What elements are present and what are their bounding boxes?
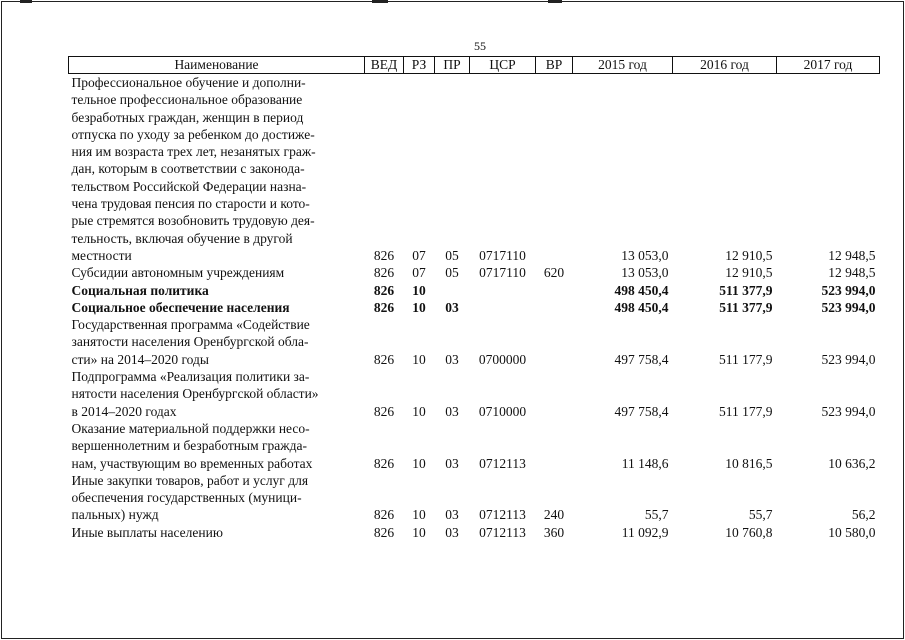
scan-mark: [548, 0, 562, 3]
header-2017: 2017 год: [777, 57, 880, 74]
table-row: [69, 264, 880, 281]
header-name: Наименование: [69, 57, 365, 74]
table-row: [69, 472, 880, 524]
cell-vr: 360: [543, 524, 565, 540]
cell-rz: 10: [412, 403, 426, 419]
cell-pr: [435, 282, 470, 299]
cell-y2017: 523 994,0: [821, 282, 876, 298]
cell-name: Социальная политика: [71, 282, 209, 298]
cell-name: Социальное обеспечение населения: [71, 299, 290, 315]
cell-csr: 0712113: [479, 507, 526, 523]
cell-vr: [536, 420, 573, 472]
cell-rz: 10: [412, 299, 426, 315]
cell-y2017: 10 636,2: [828, 455, 876, 471]
cell-csr: 0712113: [479, 524, 526, 540]
header-rz: РЗ: [404, 57, 435, 74]
cell-pr: 05: [445, 247, 459, 263]
table-header-row: [69, 57, 880, 74]
cell-y2015: 13 053,0: [621, 247, 669, 263]
cell-y2016: 10 816,5: [725, 455, 773, 471]
table-row: [69, 420, 880, 472]
cell-y2016: 55,7: [748, 507, 773, 523]
cell-name: Подпрограмма «Реализация политики за- нятости населения Оренбургской области» в 2014–2020 годах: [71, 369, 319, 419]
cell-y2015: 498 450,4: [614, 282, 669, 298]
cell-pr: 03: [445, 299, 459, 315]
cell-vr: 620: [543, 265, 565, 281]
cell-csr: [470, 282, 536, 299]
page-number: 55: [474, 39, 486, 53]
cell-ved: 826: [373, 455, 395, 471]
cell-ved: 826: [373, 265, 395, 281]
cell-y2017: 523 994,0: [821, 403, 876, 419]
cell-y2016: 10 760,8: [725, 524, 773, 540]
cell-rz: 07: [412, 247, 426, 263]
table-row: [69, 74, 880, 265]
cell-ved: 826: [373, 282, 395, 298]
table-row: [69, 282, 880, 299]
cell-name: Субсидии автономным учреждениям: [71, 265, 285, 281]
table-body: [69, 74, 880, 542]
cell-vr: 240: [543, 507, 565, 523]
cell-y2016: 12 910,5: [725, 247, 773, 263]
cell-vr: [536, 74, 573, 265]
cell-ved: 826: [373, 299, 395, 315]
cell-y2016: 511 177,9: [719, 351, 773, 367]
cell-y2015: 11 092,9: [621, 524, 669, 540]
cell-rz: 07: [412, 265, 426, 281]
table-row: [69, 316, 880, 368]
cell-csr: 0710000: [478, 403, 527, 419]
cell-rz: 10: [412, 351, 426, 367]
cell-vr: [536, 282, 573, 299]
cell-csr: 0717110: [479, 247, 526, 263]
cell-vr: [536, 316, 573, 368]
cell-ved: 826: [373, 403, 395, 419]
cell-rz: 10: [412, 524, 426, 540]
header-ved: ВЕД: [365, 57, 404, 74]
table-row: [69, 299, 880, 316]
cell-name: Государственная программа «Содействие занятости населения Оренбургской обла- сти» на 2014–2020 годы: [71, 317, 310, 367]
cell-pr: 03: [445, 524, 459, 540]
cell-y2017: 12 948,5: [828, 247, 876, 263]
cell-name: Иные выплаты населению: [71, 524, 223, 540]
cell-y2016: 12 910,5: [725, 265, 773, 281]
table-row: [69, 368, 880, 420]
cell-y2016: 511 377,9: [719, 282, 773, 298]
cell-y2015: 497 758,4: [614, 403, 669, 419]
cell-pr: 03: [445, 455, 459, 471]
cell-vr: [536, 368, 573, 420]
cell-vr: [536, 299, 573, 316]
cell-ved: 826: [373, 507, 395, 523]
cell-y2017: 12 948,5: [828, 265, 876, 281]
cell-y2015: 13 053,0: [621, 265, 669, 281]
cell-rz: 10: [412, 282, 426, 298]
cell-ved: 826: [373, 524, 395, 540]
cell-y2016: 511 377,9: [719, 299, 773, 315]
cell-pr: 03: [445, 351, 459, 367]
budget-table: [68, 56, 880, 541]
cell-y2015: 498 450,4: [614, 299, 669, 315]
cell-ved: 826: [373, 247, 395, 263]
header-2015: 2015 год: [573, 57, 673, 74]
header-2016: 2016 год: [673, 57, 777, 74]
header-csr: ЦСР: [470, 57, 536, 74]
cell-pr: 05: [445, 265, 459, 281]
cell-rz: 10: [412, 455, 426, 471]
table-row: [69, 524, 880, 541]
cell-csr: 0700000: [478, 351, 527, 367]
cell-y2017: 523 994,0: [821, 299, 876, 315]
cell-y2017: 10 580,0: [828, 524, 876, 540]
cell-pr: 03: [445, 403, 459, 419]
cell-ved: 826: [373, 351, 395, 367]
cell-name: Оказание материальной поддержки несо- вершеннолетним и безработным гражда- нам, участвующим во временных работах: [71, 420, 313, 471]
cell-rz: 10: [412, 507, 426, 523]
cell-name: Иные закупки товаров, работ и услуг для обеспечения государственных (муници- пальных) нужд: [71, 472, 309, 523]
cell-y2015: 497 758,4: [614, 351, 669, 367]
cell-csr: [470, 299, 536, 316]
cell-csr: 0712113: [479, 455, 526, 471]
scan-mark: [372, 0, 388, 3]
cell-y2015: 55,7: [644, 507, 669, 523]
cell-y2017: 523 994,0: [821, 351, 876, 367]
cell-y2016: 511 177,9: [719, 403, 773, 419]
cell-csr: 0717110: [479, 265, 526, 281]
cell-pr: 03: [445, 507, 459, 523]
scan-mark: [20, 0, 32, 3]
cell-name: Профессиональное обучение и дополни- тельное профессиональное образование безработных граждан, женщин в период отпуска по уходу за ребенком до достиже- ния им возраста трех лет, незанятых граж- дан, которым в соответствии с законода- тельством Российской Федерации назна- чена трудовая пенсия по старости и кото- рые стремятся возобновить трудовую дея- тельность, включая обучение в другой местности: [71, 75, 316, 263]
header-pr: ПР: [435, 57, 470, 74]
cell-y2015: 11 148,6: [621, 455, 669, 471]
cell-y2017: 56,2: [851, 507, 876, 523]
header-vr: ВР: [536, 57, 573, 74]
